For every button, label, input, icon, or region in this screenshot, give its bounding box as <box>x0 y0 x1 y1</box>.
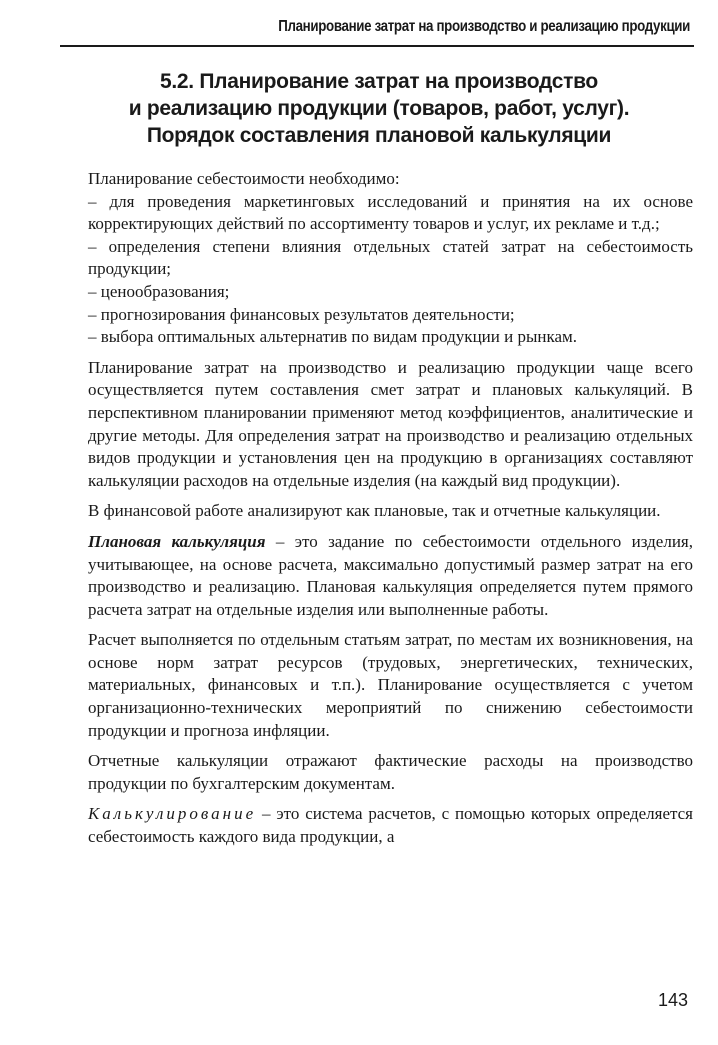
paragraph-plan-calculation <box>88 531 693 621</box>
bullet-item: – ценообразования; <box>88 281 230 301</box>
term-costing: Калькулирование <box>88 804 257 824</box>
bullet-item: – определения степени влияния отдельных статей затрат на себестоимость продукции; <box>88 236 693 279</box>
section-title-line-3: Порядок составления плановой калькуляции <box>146 124 612 147</box>
paragraph-financial-work: В финансовой работе анализируют как плановые, так и отчетные калькуляции. <box>88 501 661 521</box>
running-head: Планирование затрат на производство и реализацию продукции <box>278 18 690 35</box>
body-text <box>88 168 693 849</box>
paragraph-costing <box>88 803 693 848</box>
bullet-item: – выбора оптимальных альтернатив по видам продукции и рынкам. <box>88 327 578 347</box>
section-title-line-2: и реализацию продукции (товаров, работ, услуг). <box>128 97 630 120</box>
bullet-item: – для проведения маркетинговых исследований и принятия на их основе корректирующих действий по ассортименту товаров и услуг, их рекламе и т.д.; <box>88 191 693 234</box>
paragraph-planning-methods: Планирование затрат на производство и реализацию продукции чаще всего осуществляется путем составления смет затрат и плановых калькуляций. В перспективном планировании применяют метод коэффициентов, аналитические и другие методы. Для определения затрат на производство и реализацию отдельных видов продукции и установления цен на продукцию в организациях составляют калькуляции расходов на отдельные изделия (на каждый вид продукции). <box>88 357 693 490</box>
bullet-item: – прогнозирования финансовых результатов деятельности; <box>88 304 515 324</box>
section-title-line-1: 5.2. Планирование затрат на производство <box>160 70 598 93</box>
term-plan-calculation: Плановая калькуляция <box>88 531 266 551</box>
section-title <box>70 68 688 149</box>
page-number: 143 <box>657 990 688 1010</box>
intro-paragraph: Планирование себестоимости необходимо: <box>88 169 400 188</box>
paragraph-costing-text: – это система расчетов, с помощью которых определяется себестоимость каждого вида продукции, а <box>88 804 693 847</box>
paragraph-report-calculations: Отчетные калькуляции отражают фактические расходы на производство продукции по бухгалтерским документам. <box>88 751 693 793</box>
paragraph-calculation-execution: Расчет выполняется по отдельным статьям затрат, по местам их возникновения, на основе норм затрат ресурсов (трудовых, энергетических, технических, материальных, финансовых и т.п.). Планирование осуществляется с учетом организационно-технических мероприятий по снижению себестоимости продукции и прогноза инфляции. <box>88 630 693 740</box>
paragraph-plan-calculation-text: – это задание по себестоимости отдельного изделия, учитывающее, на основе расчета, максимально допустимый размер затрат на его производство и реализацию. Плановая калькуляция определяется путем прямого расчета затрат на отдельные изделия или выполненные работы. <box>88 531 693 619</box>
header-rule <box>60 45 694 47</box>
